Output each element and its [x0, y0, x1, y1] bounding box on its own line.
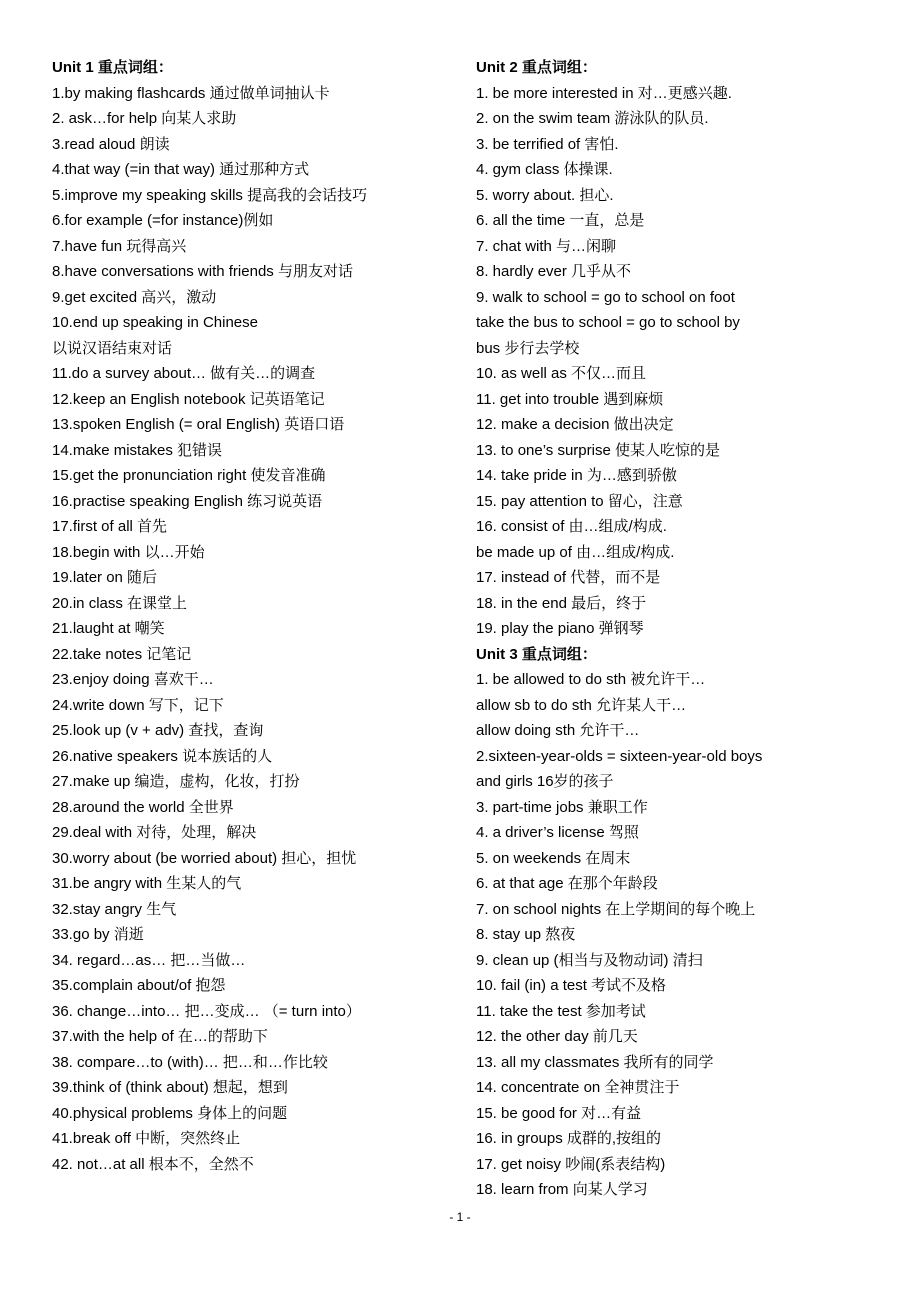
phrase-line: 19.later on 随后 [52, 569, 158, 586]
phrase-line: 38. compare…to (with)… 把…和…作比较 [52, 1053, 328, 1071]
phrase-line: 以说汉语结束对话 [52, 339, 173, 357]
phrase-line: 12.keep an English notebook 记英语笔记 [52, 390, 325, 408]
right-column [476, 55, 896, 1203]
phrase-line: 18. learn from 向某人学习 [476, 1181, 648, 1198]
phrase-line: 9.get excited 高兴，激动 [52, 288, 217, 306]
phrase-line: 5. on weekends 在周末 [476, 849, 631, 867]
phrase-line: 31.be angry with 生某人的气 [52, 875, 242, 892]
phrase-line: 15. pay attention to 留心，注意 [476, 492, 683, 510]
phrase-line: 18.begin with 以…开始 [52, 543, 205, 561]
unit-heading: Unit 2 重点词组： [476, 59, 597, 76]
phrase-line: 39.think of (think about) 想起，想到 [52, 1079, 288, 1096]
phrase-line: 3. part-time jobs 兼职工作 [476, 798, 648, 816]
phrase-line: take the bus to school = go to school by [476, 314, 740, 331]
phrase-line: 4. gym class 体操课. [476, 161, 613, 178]
phrase-line: 12. the other day 前几天 [476, 1028, 638, 1045]
phrase-line: 10. as well as 不仅…而且 [476, 365, 647, 382]
left-column [52, 55, 457, 1177]
phrase-line: 1. be more interested in 对…更感兴趣. [476, 84, 732, 102]
phrase-line: allow sb to do sth 允许某人干… [476, 696, 687, 714]
phrase-line: 13. all my classmates 我所有的同学 [476, 1053, 714, 1071]
phrase-line: 20.in class 在课堂上 [52, 594, 188, 612]
phrase-line: 4. a driver’s license 驾照 [476, 824, 639, 841]
phrase-line: 15. be good for 对…有益 [476, 1104, 642, 1122]
phrase-line: 34. regard…as… 把…当做… [52, 951, 246, 969]
phrase-line: and girls 16岁的孩子 [476, 773, 614, 790]
phrase-line: 5.improve my speaking skills 提高我的会话技巧 [52, 186, 368, 204]
phrase-line: 12. make a decision 做出决定 [476, 416, 674, 433]
phrase-line: 19. play the piano 弹钢琴 [476, 620, 644, 637]
phrase-line: 9. walk to school = go to school on foot [476, 288, 735, 306]
phrase-line: allow doing sth 允许干… [476, 722, 640, 739]
phrase-line: 11. get into trouble 遇到麻烦 [476, 390, 664, 408]
phrase-line: 7. chat with 与…闲聊 [476, 237, 617, 255]
phrase-line: 40.physical problems 身体上的问题 [52, 1104, 288, 1122]
phrase-line: 1.by making flashcards 通过做单词抽认卡 [52, 84, 330, 102]
phrase-line: 6.for example (=for instance)例如 [52, 212, 274, 229]
phrase-line: 2. ask…for help 向某人求助 [52, 110, 237, 127]
phrase-line: 14. concentrate on 全神贯注于 [476, 1079, 680, 1096]
phrase-line: 42. not…at all 根本不，全然不 [52, 1155, 254, 1173]
phrase-line: 9. clean up (相当与及物动词) 清扫 [476, 951, 703, 969]
phrase-line: 35.complain about/of 抱怨 [52, 977, 226, 994]
phrase-line: 11. take the test 参加考试 [476, 1002, 646, 1020]
page-number: - 1 - [449, 1210, 471, 1224]
phrase-line: 37.with the help of 在…的帮助下 [52, 1028, 268, 1045]
phrase-line: 13.spoken English (= oral English) 英语口语 [52, 416, 345, 433]
phrase-line: 2.sixteen-year-olds = sixteen-year-old boys [476, 747, 763, 765]
phrase-line: 17. get noisy 吵闹(系表结构) [476, 1155, 666, 1173]
phrase-line: 32.stay angry 生气 [52, 900, 177, 918]
phrase-line: be made up of 由…组成/构成. [476, 543, 675, 561]
phrase-line: 16.practise speaking English 练习说英语 [52, 492, 323, 510]
phrase-line: 24.write down 写下，记下 [52, 696, 224, 714]
phrase-line: 13. to one’s surprise 使某人吃惊的是 [476, 441, 720, 459]
phrase-line: 2. on the swim team 游泳队的队员. [476, 110, 709, 127]
phrase-line: 1. be allowed to do sth 被允许干… [476, 671, 706, 688]
phrase-line: 10.end up speaking in Chinese [52, 314, 258, 331]
phrase-line: 4.that way (=in that way) 通过那种方式 [52, 161, 310, 178]
phrase-line: 14. take pride in 为…感到骄傲 [476, 467, 677, 484]
phrase-line: 7. on school nights 在上学期间的每个晚上 [476, 900, 756, 918]
phrase-line: bus 步行去学校 [476, 339, 580, 357]
phrase-line: 3. be terrified of 害怕. [476, 135, 619, 153]
phrase-line: 6. all the time 一直，总是 [476, 212, 645, 229]
phrase-line: 29.deal with 对待，处理，解决 [52, 824, 257, 841]
phrase-line: 41.break off 中断，突然终止 [52, 1130, 241, 1147]
phrase-line: 17.first of all 首先 [52, 518, 168, 535]
phrase-line: 33.go by 消逝 [52, 926, 144, 943]
phrase-line: 7.have fun 玩得高兴 [52, 237, 187, 255]
phrase-line: 28.around the world 全世界 [52, 798, 234, 816]
phrase-line: 5. worry about. 担心. [476, 186, 614, 204]
phrase-line: 14.make mistakes 犯错误 [52, 441, 223, 459]
unit-heading: Unit 3 重点词组： [476, 645, 597, 663]
phrase-line: 27.make up 编造，虚构，化妆，打扮 [52, 773, 300, 790]
phrase-line: 3.read aloud 朗读 [52, 135, 170, 153]
phrase-line: 11.do a survey about… 做有关…的调查 [52, 365, 316, 382]
phrase-line: 26.native speakers 说本族话的人 [52, 747, 273, 765]
phrase-line: 8.have conversations with friends 与朋友对话 [52, 263, 353, 280]
phrase-line: 8. stay up 熬夜 [476, 926, 576, 943]
phrase-line: 8. hardly ever 几乎从不 [476, 263, 632, 280]
phrase-line: 30.worry about (be worried about) 担心，担忧 [52, 849, 357, 867]
phrase-line: 16. in groups 成群的,按组的 [476, 1130, 662, 1147]
phrase-line: 36. change…into… 把…变成… （= turn into） [52, 1002, 361, 1020]
phrase-line: 21.laught at 嘲笑 [52, 620, 165, 637]
phrase-line: 22.take notes 记笔记 [52, 645, 192, 663]
phrase-line: 17. instead of 代替，而不是 [476, 569, 661, 586]
phrase-line: 25.look up (v + adv) 查找，查询 [52, 722, 264, 739]
phrase-line: 10. fail (in) a test 考试不及格 [476, 977, 667, 994]
phrase-line: 16. consist of 由…组成/构成. [476, 518, 667, 535]
phrase-line: 18. in the end 最后，终于 [476, 594, 647, 612]
phrase-line: 15.get the pronunciation right 使发音准确 [52, 467, 326, 484]
phrase-line: 23.enjoy doing 喜欢干… [52, 671, 214, 688]
unit-heading: Unit 1 重点词组： [52, 59, 173, 76]
phrase-line: 6. at that age 在那个年龄段 [476, 875, 658, 892]
